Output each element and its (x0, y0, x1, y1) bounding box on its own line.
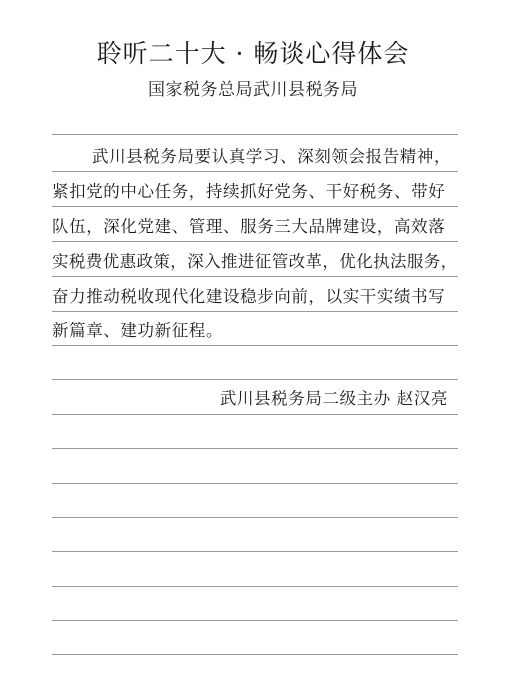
ruled-line (52, 586, 458, 587)
body-line-3: 队伍，深化党建、管理、服务三大品牌建设，高效落 (52, 217, 446, 236)
ruled-line (52, 620, 458, 621)
body-line-5: 奋力推动税收现代化建设稳步向前，以实干实绩书写 (52, 287, 446, 306)
ruled-line (52, 345, 458, 346)
ruled-line (52, 171, 458, 172)
page-subtitle: 国家税务总局武川县税务局 (148, 80, 358, 100)
ruled-line (52, 276, 458, 277)
body-line-4: 实税费优惠政策，深入推进征管改革，优化执法服务， (52, 252, 458, 271)
body-line-1: 武川县税务局要认真学习、深刻领会报告精神， (92, 147, 452, 166)
page-title: 聆听二十大 · 畅谈心得体会 (96, 39, 410, 68)
ruled-line (52, 483, 458, 484)
ruled-line (52, 206, 458, 207)
ruled-line (52, 654, 458, 655)
body-line-6: 新篇章、建功新征程。 (52, 321, 223, 340)
author-signature: 武川县税务局二级主办 赵汉亮 (219, 389, 448, 408)
ruled-line (52, 551, 458, 552)
ruled-line (52, 134, 458, 135)
ruled-line (52, 448, 458, 449)
ruled-line (52, 379, 458, 380)
ruled-line (52, 311, 458, 312)
body-line-2: 紧扣党的中心任务，持续抓好党务、干好税务、带好 (52, 182, 446, 201)
ruled-line (52, 241, 458, 242)
ruled-line (52, 517, 458, 518)
ruled-line (52, 414, 458, 415)
